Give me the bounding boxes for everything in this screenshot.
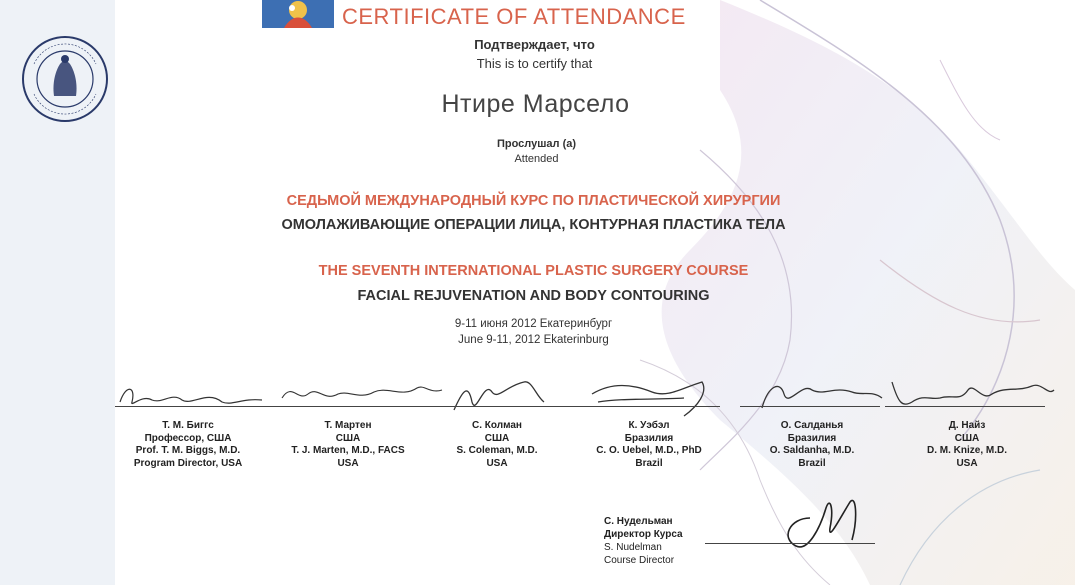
course-date-ru: 9-11 июня 2012 Екатеринбург (454, 318, 613, 330)
signature-uebel (592, 382, 704, 416)
course-date-en: June 9-11, 2012 Ekaterinburg (458, 334, 609, 346)
signature-line (740, 406, 880, 407)
signatory-country-ru: США (484, 432, 510, 444)
course-subtitle-en: FACIAL REJUVENATION AND BODY CONTOURING (357, 288, 710, 304)
director-title-ru: Директор Курса (604, 529, 683, 540)
signatory-name-ru: О. Салданья (780, 420, 844, 431)
signatory-saldanha (737, 420, 887, 470)
signatory-country-ru: США (335, 432, 361, 444)
director-name-ru: С. Нудельман (604, 516, 673, 527)
signatory-name-ru: Т. Мартен (324, 420, 372, 431)
signatures-row (112, 372, 1072, 422)
signature-biggs (120, 389, 262, 403)
signature-line (885, 406, 1045, 407)
signatory-country-en: Brazil (798, 457, 826, 469)
director-title-en: Course Director (604, 555, 675, 566)
signatory-biggs (113, 420, 263, 470)
signatory-uebel (574, 420, 724, 470)
director-signature-line (705, 543, 875, 544)
attendee-name: Нтире Марсело (441, 90, 630, 118)
signatory-name-ru: К. Уэбэл (628, 420, 670, 431)
signatory-name-en: Prof. T. M. Biggs, M.D. (135, 445, 241, 456)
course-director-block (604, 515, 683, 567)
signatory-country-ru: США (954, 432, 980, 444)
signatory-country-en: Program Director, USA (133, 457, 243, 469)
signature-nudelman (760, 488, 890, 558)
signatory-marten (273, 420, 423, 470)
signatory-name-ru: С. Колман (472, 420, 522, 431)
director-name-en: S. Nudelman (604, 542, 662, 553)
signatory-country-en: USA (486, 457, 508, 469)
course-emblem (262, 0, 334, 28)
signatory-name-en: D. M. Knize, M.D. (927, 445, 1007, 456)
signature-saldanha (762, 386, 882, 408)
signature-line (265, 406, 420, 407)
signatory-name-en: T. J. Marten, M.D., FACS (291, 445, 405, 456)
confirm-text-en: This is to certify that (476, 56, 593, 71)
certificate-title: CERTIFICATE OF ATTENDANCE (342, 4, 686, 29)
course-subtitle-ru: ОМОЛАЖИВАЮЩИЕ ОПЕРАЦИИ ЛИЦА, КОНТУРНАЯ ПЛАСТИКА ТЕЛА (281, 217, 786, 233)
signatory-name-ru: Д. Найз (948, 420, 986, 431)
signature-line (420, 406, 570, 407)
signatory-coleman (422, 420, 572, 470)
course-title-ru: СЕДЬМОЙ МЕЖДУНАРОДНЫЙ КУРС ПО ПЛАСТИЧЕСКОЙ ХИРУРГИИ (286, 193, 781, 209)
signatory-country-ru: Бразилия (787, 432, 837, 444)
confirm-text-ru: Подтверждает, что (474, 37, 595, 52)
signatory-knize (892, 420, 1042, 470)
signatory-name-en: C. O. Uebel, M.D., PhD (596, 445, 702, 456)
signatory-country-en: USA (337, 457, 359, 469)
signature-line (570, 406, 720, 407)
signatory-country-en: USA (956, 457, 978, 469)
signature-marten (282, 387, 442, 398)
signature-line (115, 406, 265, 407)
course-title-en: THE SEVENTH INTERNATIONAL PLASTIC SURGERY COURSE (318, 263, 749, 279)
signature-knize (892, 382, 1054, 404)
signatory-country-en: Brazil (635, 457, 663, 469)
signatory-name-ru: Т. М. Биггс (162, 420, 214, 431)
signatory-name-en: S. Coleman, M.D. (456, 445, 538, 456)
signatory-country-ru: Профессор, США (144, 432, 232, 444)
signatory-name-en: O. Saldanha, M.D. (769, 445, 855, 456)
attended-label-en: Attended (514, 153, 559, 165)
signatory-country-ru: Бразилия (624, 432, 674, 444)
attended-label-ru: Прослушал (а) (496, 138, 577, 150)
